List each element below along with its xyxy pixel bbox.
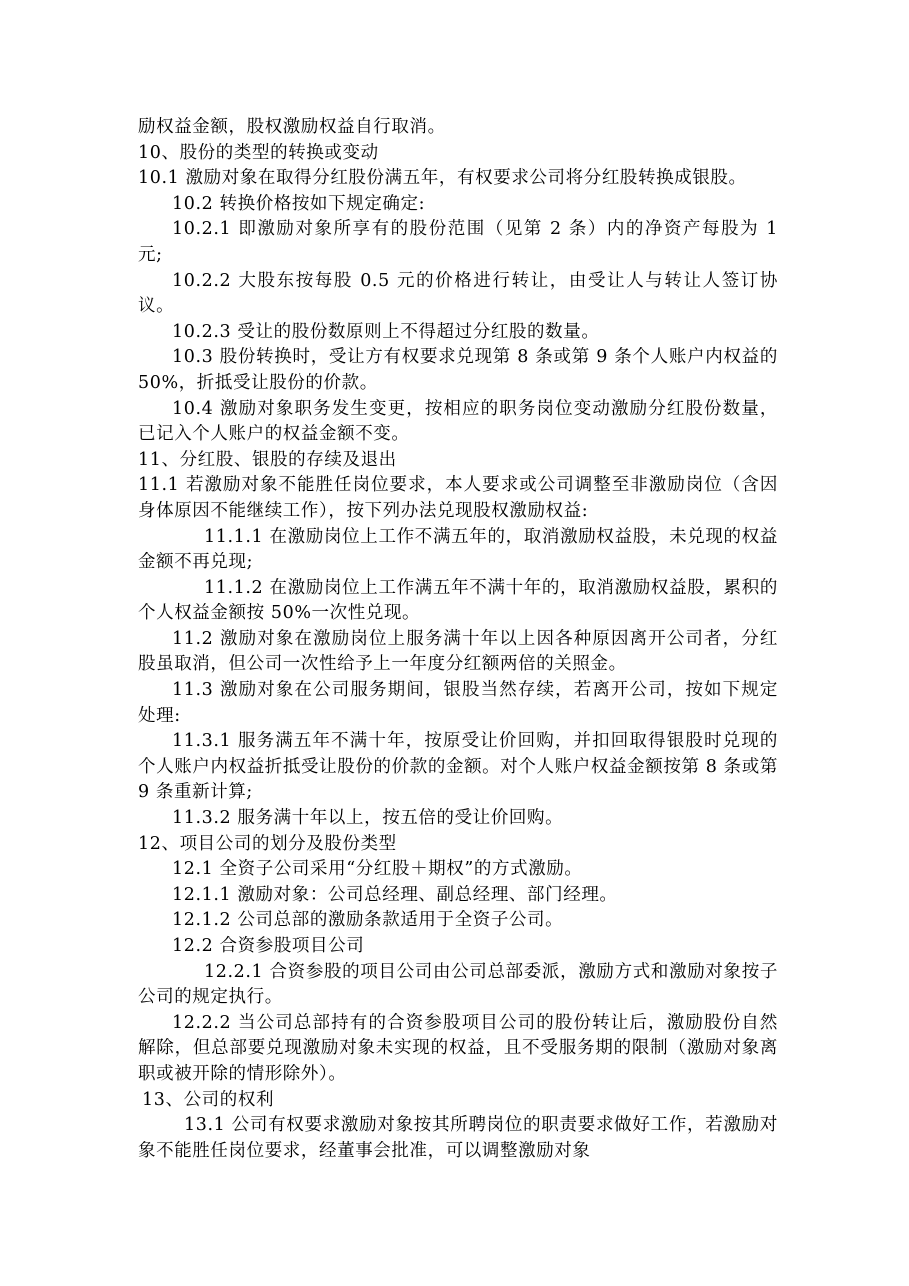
document-body [138, 115, 778, 1164]
document-paragraph: 11.2 激励对象在激励岗位上服务满十年以上因各种原因离开公司者，分红股虽取消，但公司一次性给予上一年度分红额两倍的关照金。 [138, 628, 778, 675]
document-paragraph: 10.2 转换价格按如下规定确定: [172, 193, 426, 214]
document-paragraph: 12.2.1 合资参股的项目公司由公司总部委派，激励方式和激励对象按子公司的规定执行。 [138, 961, 778, 1008]
document-paragraph: 10.2.2 大股东按每股 0.5 元的价格进行转让，由受让人与转让人签订协议。 [138, 270, 778, 317]
document-paragraph: 10.2.1 即激励对象所享有的股份范围（见第 2 条）内的净资产每股为 1 元; [138, 219, 778, 265]
document-paragraph: 10.1 激励对象在取得分红股份满五年，有权要求公司将分红股转换成银股。 [138, 168, 747, 189]
document-paragraph: 11.1 若激励对象不能胜任岗位要求，本人要求或公司调整至非激励岗位（含因身体原因不能继续工作），按下列办法兑现股权激励权益: [138, 475, 778, 521]
document-paragraph: 12.1.2 公司总部的激励条款适用于全资子公司。 [172, 910, 564, 931]
document-paragraph: 10.4 激励对象职务发生变更，按相应的职务岗位变动激励分红股份数量，已记入个人账户的权益金额不变。 [138, 398, 778, 445]
document-paragraph: 12.1.1 激励对象：公司总经理、副总经理、部门经理。 [172, 884, 618, 905]
document-paragraph: 12.2 合资参股项目公司 [172, 936, 365, 956]
document-paragraph: 11.3 激励对象在公司服务期间，银股当然存续，若离开公司，按如下规定处理: [138, 680, 778, 726]
document-paragraph: 13、公司的权利 [142, 1089, 275, 1110]
document-paragraph: 10.3 股份转换时，受让方有权要求兑现第 8 条或第 9 条个人账户内权益的 50%，折抵受让股份的价款。 [138, 347, 778, 393]
document-paragraph: 10.2.3 受让的股份数原则上不得超过分红股的数量。 [172, 321, 600, 342]
document-paragraph: 13.1 公司有权要求激励对象按其所聘岗位的职责要求做好工作，若激励对象不能胜任岗位要求，经董事会批准，可以调整激励对象 [138, 1115, 778, 1161]
document-paragraph: 10、股份的类型的转换或变动 [138, 142, 379, 163]
document-paragraph: 11.3.2 服务满十年以上，按五倍的受让价回购。 [172, 808, 564, 829]
document-paragraph: 12.2.2 当公司总部持有的合资参股项目公司的股份转让后，激励股份自然解除，但总部要兑现激励对象未实现的权益，且不受服务期的限制（激励对象离职或被开除的情形除外）。 [138, 1012, 778, 1084]
document-paragraph: 励权益金额，股权激励权益自行取消。 [138, 117, 446, 137]
document-paragraph: 12、项目公司的划分及股份类型 [138, 833, 397, 854]
document-paragraph: 11.3.1 服务满五年不满十年，按原受让价回购，并扣回取得银股时兑现的个人账户内权益折抵受让股份的价款的金额。对个人账户权益金额按第 8 条或第 9 条重新计算; [138, 731, 778, 803]
document-paragraph: 11.1.1 在激励岗位上工作不满五年的，取消激励权益股，未兑现的权益金额不再兑现; [138, 526, 778, 573]
document-paragraph: 11、分红股、银股的存续及退出 [138, 449, 397, 470]
document-paragraph: 11.1.2 在激励岗位上工作满五年不满十年的，取消激励权益股，累积的个人权益金额按 50%一次性兑现。 [138, 577, 778, 624]
document-paragraph: 12.1 全资子公司采用“分红股＋期权”的方式激励。 [172, 859, 583, 880]
